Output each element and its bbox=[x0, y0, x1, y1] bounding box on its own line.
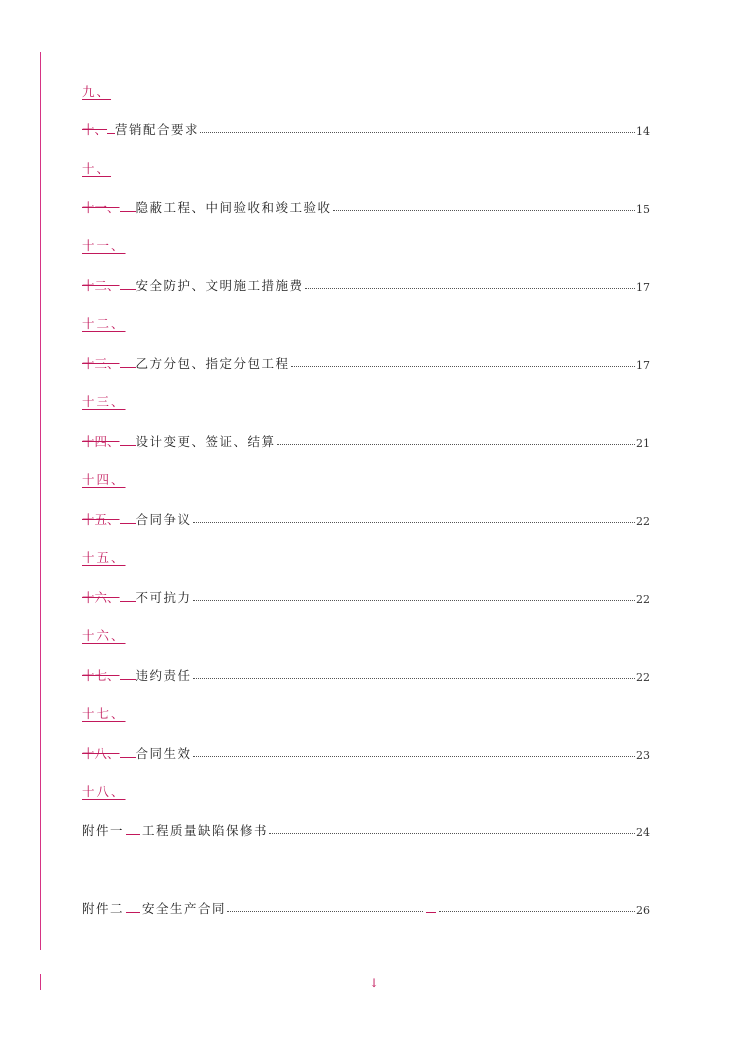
toc-entry[interactable] bbox=[82, 430, 650, 450]
toc-entry-title: 隐蔽工程、中间验收和竣工验收 bbox=[135, 200, 332, 215]
toc-entry-title: 合同争议 bbox=[135, 512, 192, 527]
dot-leader bbox=[193, 521, 635, 523]
toc-inserted-number-row bbox=[82, 702, 650, 722]
dot-leader bbox=[333, 209, 635, 211]
change-bar bbox=[40, 52, 41, 950]
inserted-number: 十三、 bbox=[82, 394, 126, 409]
toc-entry-title: 违约责任 bbox=[135, 668, 192, 683]
dot-leader bbox=[193, 755, 635, 757]
change-bar-footer bbox=[40, 974, 41, 990]
dot-leader bbox=[291, 365, 635, 367]
inserted-number: 十、 bbox=[82, 161, 112, 176]
deleted-number: 十五、 bbox=[82, 512, 120, 527]
appendix-entry[interactable] bbox=[82, 819, 650, 839]
dot-leader bbox=[193, 677, 635, 679]
inserted-number: 十一、 bbox=[82, 238, 126, 253]
appendix-entry[interactable] bbox=[82, 897, 650, 917]
deleted-number: 十六、 bbox=[82, 590, 120, 605]
deleted-number: 十四、 bbox=[82, 434, 120, 449]
toc-page-number: 23 bbox=[636, 749, 650, 762]
toc-page-number: 17 bbox=[636, 359, 650, 372]
toc-inserted-number-row bbox=[82, 468, 650, 488]
inserted-number: 十八、 bbox=[82, 784, 126, 799]
toc-inserted-number-row bbox=[82, 780, 650, 800]
deleted-number: 十二、 bbox=[82, 278, 120, 293]
appendix-title: 安全生产合同 bbox=[142, 901, 227, 916]
toc-inserted-number-row bbox=[82, 157, 650, 177]
toc-entry[interactable] bbox=[82, 274, 650, 294]
toc-entry[interactable] bbox=[82, 586, 650, 606]
dot-leader bbox=[269, 832, 635, 834]
toc-inserted-number-row bbox=[82, 312, 650, 332]
appendix-label: 附件一 bbox=[82, 823, 125, 838]
appendix-label: 附件二 bbox=[82, 901, 125, 916]
toc-page-number: 22 bbox=[636, 671, 650, 684]
inserted-number: 十六、 bbox=[82, 628, 126, 643]
toc-inserted-number-row bbox=[82, 546, 650, 566]
toc-page-number: 21 bbox=[636, 437, 650, 450]
inserted-number: 十四、 bbox=[82, 472, 126, 487]
inserted-number: 十二、 bbox=[82, 316, 126, 331]
deleted-number: 十八、 bbox=[82, 746, 120, 761]
deleted-number: 十七、 bbox=[82, 668, 120, 683]
deleted-number: 十、 bbox=[82, 122, 108, 137]
toc-entry-title: 不可抗力 bbox=[135, 590, 192, 605]
inserted-number: 十七、 bbox=[82, 706, 126, 721]
toc-entry[interactable] bbox=[82, 742, 650, 762]
inserted-number: 十五、 bbox=[82, 550, 126, 565]
toc-page-number: 17 bbox=[636, 281, 650, 294]
toc-page-number: 22 bbox=[636, 515, 650, 528]
dot-leader bbox=[277, 443, 635, 445]
toc-entry[interactable] bbox=[82, 196, 650, 216]
toc-inserted-number-row bbox=[82, 234, 650, 254]
appendix-page-number: 24 bbox=[636, 826, 650, 839]
toc-entry-title: 合同生效 bbox=[135, 746, 192, 761]
toc-entry-title: 安全防护、文明施工措施费 bbox=[135, 278, 304, 293]
dot-leader bbox=[200, 131, 635, 133]
toc-entry[interactable] bbox=[82, 508, 650, 528]
appendix-title: 工程质量缺陷保修书 bbox=[142, 823, 269, 838]
deleted-number: 十一、 bbox=[82, 200, 120, 215]
toc-page-number: 22 bbox=[636, 593, 650, 606]
toc-entry[interactable] bbox=[82, 352, 650, 372]
revision-mark bbox=[426, 911, 436, 913]
deleted-number: 十三、 bbox=[82, 356, 120, 371]
inserted-number: 九、 bbox=[82, 84, 112, 99]
paragraph-arrow-icon: ↓ bbox=[369, 976, 380, 990]
dot-leader bbox=[305, 287, 635, 289]
toc-inserted-number-row bbox=[82, 390, 650, 410]
toc-entry-title: 营销配合要求 bbox=[115, 122, 200, 137]
toc-entry-title: 设计变更、签证、结算 bbox=[135, 434, 276, 449]
dot-leader bbox=[226, 910, 636, 917]
toc-inserted-number-row bbox=[82, 80, 650, 100]
toc-entry[interactable] bbox=[82, 664, 650, 684]
toc-page-number: 14 bbox=[636, 125, 650, 138]
toc-entry[interactable] bbox=[82, 118, 650, 138]
appendix-page-number: 26 bbox=[636, 904, 650, 917]
dot-leader bbox=[193, 599, 635, 601]
toc-entry-title: 乙方分包、指定分包工程 bbox=[135, 356, 290, 371]
toc-inserted-number-row bbox=[82, 624, 650, 644]
toc-page-number: 15 bbox=[636, 203, 650, 216]
